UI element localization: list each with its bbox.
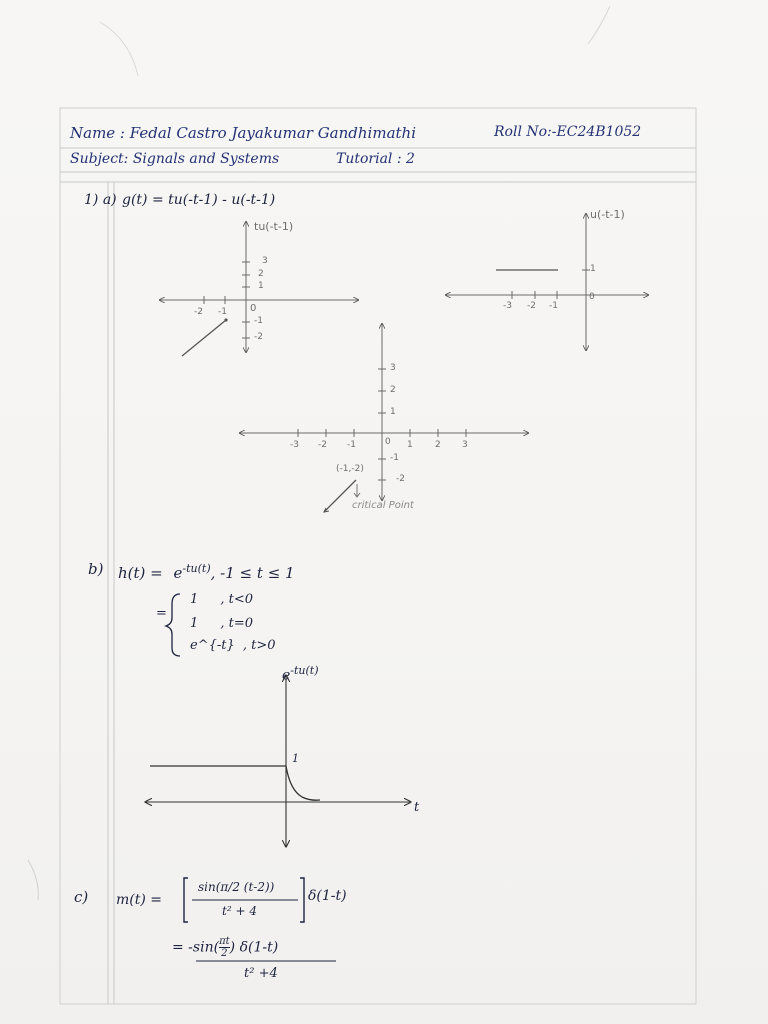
q1b-exp-power: -tu(t) — [182, 562, 211, 575]
q1b-case-value: 1 — [190, 592, 199, 607]
graph-tu-ytick: 1 — [258, 281, 264, 291]
q1a-number: 1) a) — [84, 192, 117, 208]
q1b-value-label: 1 — [292, 752, 299, 765]
q1c-lhs: m(t) = — [116, 892, 163, 908]
graph-g-ytick: -2 — [396, 474, 405, 484]
q1c-step2 — [172, 936, 278, 959]
q1b-lhs: h(t) = — [118, 564, 163, 582]
q1c-step2-fraction — [219, 936, 230, 959]
q1b-equals: = — [156, 606, 167, 621]
q1c-denominator: t² + 4 — [222, 904, 257, 918]
q1b-graph-title-power: -tu(t) — [290, 664, 319, 677]
q1b-exp-base: e — [173, 564, 183, 582]
tutorial-label: Tutorial : — [336, 151, 402, 167]
graph-tu-xtick: -2 — [194, 307, 203, 317]
q1b-graph-title-base: e — [282, 667, 291, 684]
graph-g-ytick: 2 — [390, 385, 396, 395]
q1b-case-condition: , t<0 — [220, 592, 254, 607]
tutorial-value: 2 — [406, 151, 415, 167]
roll-label: Roll No:- — [494, 124, 557, 140]
q1c-step2-prefix: = -sin( — [172, 939, 220, 956]
graph-tu-xtick: -1 — [218, 307, 227, 317]
graph-tu-ytick: 3 — [262, 256, 268, 266]
q1b-case-condition: , t>0 — [242, 638, 276, 653]
graph-u-xtick: -1 — [549, 301, 558, 311]
subject-label: Subject: — [70, 151, 129, 167]
graph-g-ytick: -1 — [390, 453, 399, 463]
name-value: Fedal Castro Jayakumar Gandhimathi — [129, 124, 416, 142]
q1c-step2-suffix: ) δ(1-t) — [229, 939, 279, 956]
name-label: Name : — [70, 124, 125, 142]
graph-g-xtick: 3 — [462, 440, 468, 450]
graph-g-xtick: 2 — [435, 440, 441, 450]
q1c-step2-denominator: t² +4 — [244, 966, 278, 981]
graph-tu-ytick: -1 — [254, 316, 263, 326]
graph-u-xtick: -2 — [527, 301, 536, 311]
graph-tu-ytick: -2 — [254, 332, 263, 342]
graph-u-ytick: 1 — [590, 264, 596, 274]
q1b-case-value: 1 — [190, 616, 199, 631]
graph-tu-ytick: 2 — [258, 269, 264, 279]
graph-g-ytick: 1 — [390, 407, 396, 417]
graph-u-origin: 0 — [589, 292, 595, 302]
subject-value: Signals and Systems — [132, 151, 280, 167]
q1b-case-condition: , t=0 — [220, 616, 254, 631]
graph-g-xtick: 0 — [385, 437, 391, 447]
graph-g-xtick: -2 — [318, 440, 327, 450]
graph-g-point-label: (-1,-2) — [336, 464, 364, 474]
graph-g-xtick: 1 — [407, 440, 413, 450]
graph-u-title: u(-t-1) — [590, 208, 625, 221]
q1b-range: , -1 ≤ t ≤ 1 — [210, 564, 295, 582]
graph-tu-origin: 0 — [250, 303, 257, 314]
graph-tu-title: tu(-t-1) — [254, 220, 294, 233]
graph-g-ytick: 3 — [390, 363, 396, 373]
q1b-case-value: e^{-t} — [190, 638, 235, 653]
q1b-number: b) — [88, 560, 104, 578]
q1c-step2-frac-num: πt — [219, 936, 230, 947]
graph-g-xtick: -1 — [347, 440, 356, 450]
q1c-numerator: sin(π/2 (t-2)) — [198, 880, 275, 894]
critical-point-annotation: critical Point — [352, 500, 414, 511]
q1c-step2-frac-den: 2 — [221, 948, 228, 959]
q1c-number: c) — [74, 888, 89, 906]
q1c-factor: δ(1-t) — [308, 888, 347, 904]
graph-g-xtick: -3 — [290, 440, 299, 450]
graph-u-xtick: -3 — [503, 301, 512, 311]
q1b-x-axis-label: t — [414, 800, 420, 815]
q1a-equation: g(t) = tu(-t-1) - u(-t-1) — [122, 192, 276, 208]
roll-value: EC24B1052 — [556, 124, 642, 140]
